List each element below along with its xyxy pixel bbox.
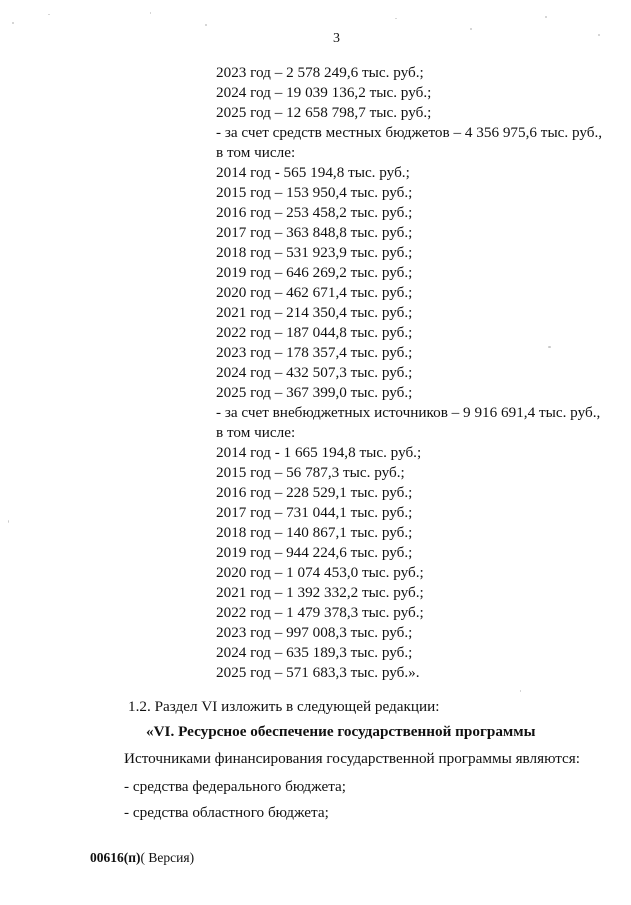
list-line: 2024 год – 19 039 136,2 тыс. руб.; xyxy=(216,84,432,101)
list-line: 2019 год – 944 224,6 тыс. руб.; xyxy=(216,544,413,561)
list-line: 2020 год – 1 074 453,0 тыс. руб.; xyxy=(216,564,424,581)
list-line: в том числе: xyxy=(216,144,296,161)
list-line: 2019 год – 646 269,2 тыс. руб.; xyxy=(216,264,413,281)
scan-speck xyxy=(8,520,9,523)
list-line: 2018 год – 531 923,9 тыс. руб.; xyxy=(216,244,413,261)
scan-speck xyxy=(395,18,397,19)
list-line-local-budgets: - за счет средств местных бюджетов – 4 356 975,6 тыс. руб., xyxy=(216,124,603,141)
list-line: 2022 год – 187 044,8 тыс. руб.; xyxy=(216,324,413,341)
list-line: 2016 год – 253 458,2 тыс. руб.; xyxy=(216,204,413,221)
list-line: 2021 год – 214 350,4 тыс. руб.; xyxy=(216,304,413,321)
list-line: 2023 год – 997 008,3 тыс. руб.; xyxy=(216,624,413,641)
list-line: 2023 год – 2 578 249,6 тыс. руб.; xyxy=(216,64,424,81)
list-line: 2024 год – 635 189,3 тыс. руб.; xyxy=(216,644,413,661)
list-line: 2025 год – 367 399,0 тыс. руб.; xyxy=(216,384,413,401)
scan-speck xyxy=(470,28,472,30)
list-line: 2017 год – 363 848,8 тыс. руб.; xyxy=(216,224,413,241)
scan-speck xyxy=(520,690,521,692)
list-line: 2015 год – 153 950,4 тыс. руб.; xyxy=(216,184,413,201)
document-footer xyxy=(90,850,194,866)
list-line: 2018 год – 140 867,1 тыс. руб.; xyxy=(216,524,413,541)
scan-speck xyxy=(205,24,207,26)
scan-speck xyxy=(545,16,547,18)
scan-speck xyxy=(598,34,600,36)
page-number: 3 xyxy=(333,31,340,46)
list-line: 2016 год – 228 529,1 тыс. руб.; xyxy=(216,484,413,501)
source-item-regional: - средства областного бюджета; xyxy=(124,804,329,821)
list-line: 2014 год - 565 194,8 тыс. руб.; xyxy=(216,164,410,181)
source-item-federal: - средства федерального бюджета; xyxy=(124,778,346,795)
section-instruction: 1.2. Раздел VI изложить в следующей редакции: xyxy=(128,698,440,715)
list-line-extrabudgetary: - за счет внебюджетных источников – 9 916 691,4 тыс. руб., xyxy=(216,404,601,421)
scan-speck xyxy=(548,346,551,348)
list-line: 2025 год – 12 658 798,7 тыс. руб.; xyxy=(216,104,432,121)
list-line: 2025 год – 571 683,3 тыс. руб.». xyxy=(216,664,420,681)
list-line: 2024 год – 432 507,3 тыс. руб.; xyxy=(216,364,413,381)
scan-speck xyxy=(48,14,50,15)
sources-intro: Источниками финансирования государственной программы являются: xyxy=(124,750,581,767)
list-line: 2020 год – 462 671,4 тыс. руб.; xyxy=(216,284,413,301)
document-version: ( Версия) xyxy=(140,850,195,865)
list-line: 2017 год – 731 044,1 тыс. руб.; xyxy=(216,504,413,521)
list-line: 2023 год – 178 357,4 тыс. руб.; xyxy=(216,344,413,361)
document-code: 00616(п) xyxy=(90,850,141,865)
list-line: 2015 год – 56 787,3 тыс. руб.; xyxy=(216,464,405,481)
funding-list xyxy=(216,63,616,683)
list-line: в том числе: xyxy=(216,424,296,441)
scan-speck xyxy=(12,22,14,24)
scan-speck xyxy=(150,12,151,14)
list-line: 2021 год – 1 392 332,2 тыс. руб.; xyxy=(216,584,424,601)
list-line: 2022 год – 1 479 378,3 тыс. руб.; xyxy=(216,604,424,621)
section-heading: «VI. Ресурсное обеспечение государственной программы xyxy=(146,723,536,740)
list-line: 2014 год - 1 665 194,8 тыс. руб.; xyxy=(216,444,422,461)
